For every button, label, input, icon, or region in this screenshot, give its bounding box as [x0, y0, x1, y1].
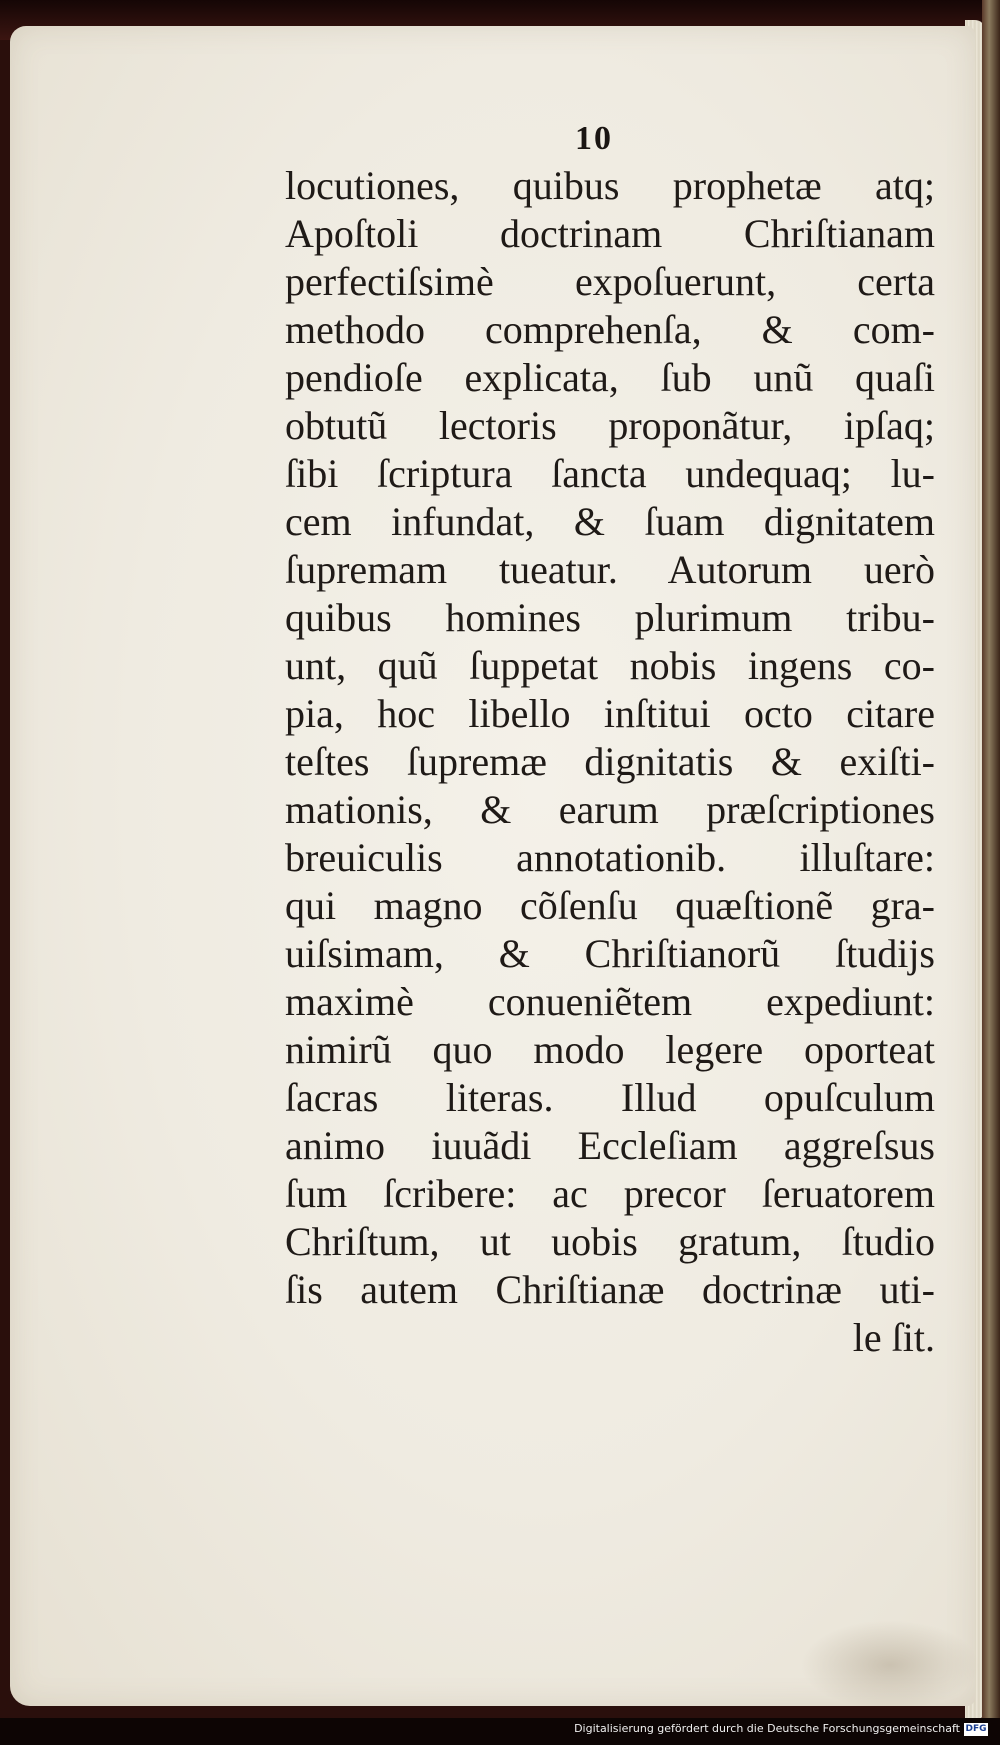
text-line: mationis, & earum præſcriptiones [285, 787, 935, 832]
text-line: ſibi ſcriptura ſancta undequaq; lu- [285, 451, 935, 496]
text-line: ſum ſcribere: ac precor ſeruatorem [285, 1171, 935, 1216]
text-line: quibus homines plurimum tribu- [285, 595, 935, 640]
page-number: 10 [575, 120, 613, 157]
text-line: breuiculis annotationib. illuſtare: [285, 835, 935, 880]
page-stain [800, 1620, 980, 1710]
text-line: pendioſe explicata, ſub unũ quaſi [285, 355, 935, 400]
text-line: Chriſtum, ut uobis gratum, ſtudio [285, 1219, 935, 1264]
text-line: locutiones, quibus prophetæ atq; [285, 163, 935, 208]
text-line-last: le ſit. [852, 1315, 935, 1360]
text-line: unt, quũ ſuppetat nobis ingens co- [285, 643, 935, 688]
text-line: animo iuuãdi Eccleſiam aggreſsus [285, 1123, 935, 1168]
text-line: nimirũ quo modo legere oporteat [285, 1027, 935, 1072]
text-line: ſupremam tueatur. Autorum uerò [285, 547, 935, 592]
dfg-logo: DFG [965, 1724, 987, 1734]
text-line: pia, hoc libello inſtitui octo citare [285, 691, 935, 736]
text-line: methodo comprehenſa, & com- [285, 307, 935, 352]
text-line: teſtes ſupremæ dignitatis & exiſti- [285, 739, 935, 784]
text-line: Apoſtoli doctrinam Chriſtianam [285, 211, 935, 256]
book-edge [982, 0, 1000, 1745]
text-line: cem infundat, & ſuam dignitatem [285, 499, 935, 544]
text-line: ſis autem Chriſtianæ doctrinæ uti- [285, 1267, 935, 1312]
text-line: uiſsimam, & Chriſtianorũ ſtudijs [285, 931, 935, 976]
text-line: obtutũ lectoris proponãtur, ipſaq; [285, 403, 935, 448]
text-line: maximè conueniẽtem expediunt: [285, 979, 935, 1024]
body-text [285, 162, 935, 1362]
footer-credit: Digitalisierung gefördert durch die Deutsche Forschungsgemeinschaft [574, 1722, 960, 1735]
text-line: qui magno cõſenſu quæſtionẽ gra- [285, 883, 935, 928]
text-line: perfectiſsimè expoſuerunt, certa [285, 259, 935, 304]
text-line: ſacras literas. Illud opuſculum [285, 1075, 935, 1120]
